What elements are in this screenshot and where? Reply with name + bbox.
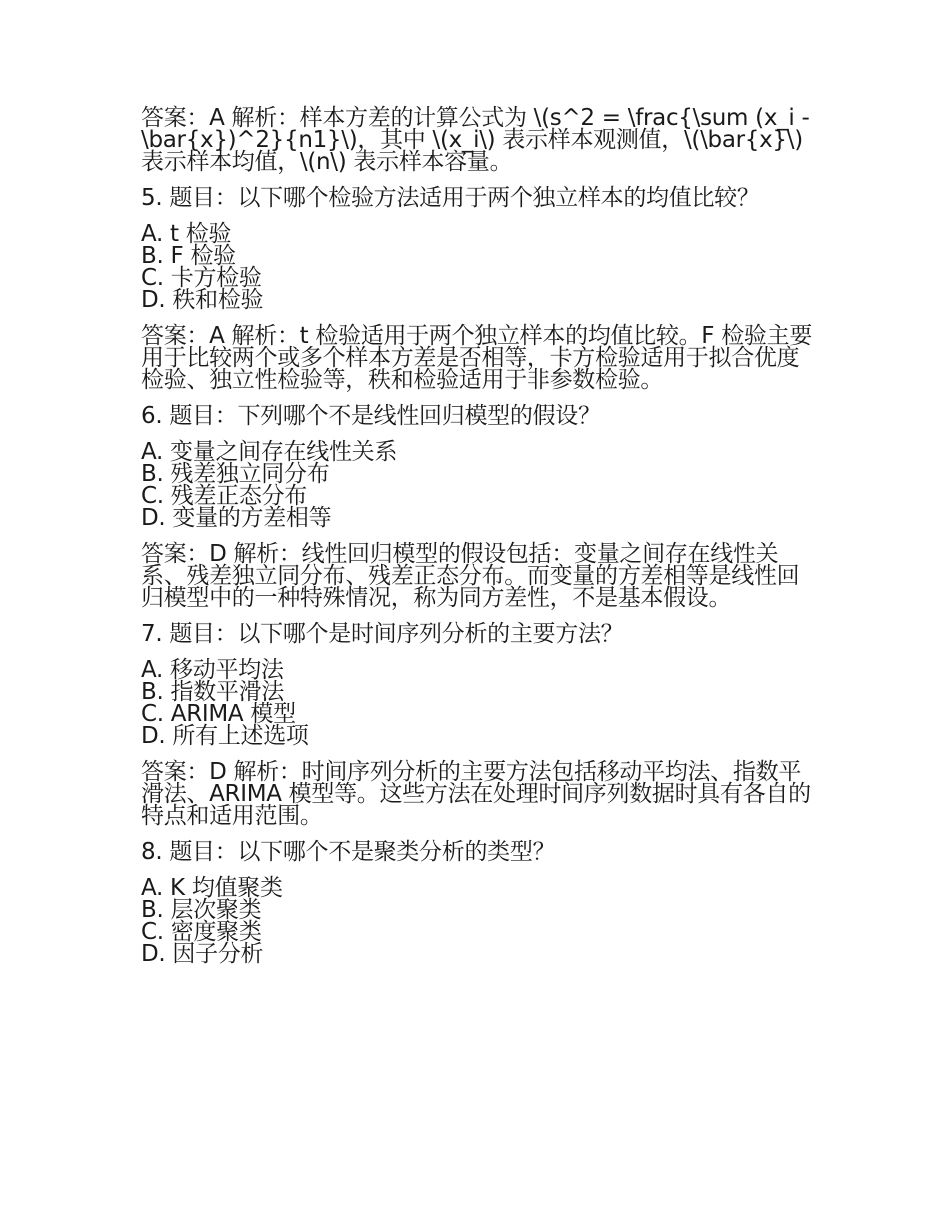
- answer-q7: 答案：D 解析：时间序列分析的主要方法包括移动平均法、指数平滑法、ARIMA 模型等。这些方法在处理时间序列数据时具有各自的特点和适用范围。: [141, 759, 811, 829]
- option-5b: B. F 检验: [141, 243, 236, 269]
- option-6a: A. 变量之间存在线性关系: [141, 439, 398, 465]
- option-7c: C. ARIMA 模型: [141, 701, 296, 727]
- option-6d: D. 变量的方差相等: [141, 505, 332, 531]
- question-7-stem: 7. 题目：以下哪个是时间序列分析的主要方法？: [141, 621, 624, 647]
- question-8-stem: 8. 题目：以下哪个不是聚类分析的类型？: [141, 839, 556, 865]
- question-5-stem: 5. 题目：以下哪个检验方法适用于两个独立样本的均值比较？: [141, 185, 760, 211]
- document-page: [141, 107, 813, 979]
- option-6b: B. 残差独立同分布: [141, 461, 330, 487]
- option-7d: D. 所有上述选项: [141, 723, 309, 749]
- option-8a: A. K 均值聚类: [141, 875, 283, 901]
- option-6c: C. 残差正态分布: [141, 483, 307, 509]
- option-7b: B. 指数平滑法: [141, 679, 285, 705]
- answer-q6: 答案：D 解析：线性回归模型的假设包括：变量之间存在线性关系、残差独立同分布、残差正态分布。而变量的方差相等是线性回归模型中的一种特殊情况，称为同方差性，不是基本假设。: [141, 541, 800, 611]
- question-6-options: [141, 441, 813, 529]
- option-8d: D. 因子分析: [141, 941, 264, 967]
- answer-q4: 答案：A 解析：样本方差的计算公式为 \(s^2 = \frac{\sum (x_i - \bar{x})^2}{n1}\)，其中 \(x_i\) 表示样本观测值，\(\bar{x}\) 表示样本均值，\(n\) 表示样本容量。: [141, 105, 810, 175]
- option-7a: A. 移动平均法: [141, 657, 284, 683]
- option-5c: C. 卡方检验: [141, 265, 262, 291]
- option-8b: B. 层次聚类: [141, 897, 262, 923]
- question-5-options: [141, 223, 813, 311]
- question-6-stem: 6. 题目：下列哪个不是线性回归模型的假设？: [141, 403, 601, 429]
- question-8-options: [141, 877, 813, 965]
- option-5a: A. t 检验: [141, 221, 232, 247]
- option-5d: D. 秩和检验: [141, 287, 264, 313]
- question-7-options: [141, 659, 813, 747]
- answer-q5: 答案：A 解析：t 检验适用于两个独立样本的均值比较。F 检验主要用于比较两个或多个样本方差是否相等，卡方检验适用于拟合优度检验、独立性检验等，秩和检验适用于非参数检验。: [141, 323, 813, 393]
- option-8c: C. 密度聚类: [141, 919, 262, 945]
